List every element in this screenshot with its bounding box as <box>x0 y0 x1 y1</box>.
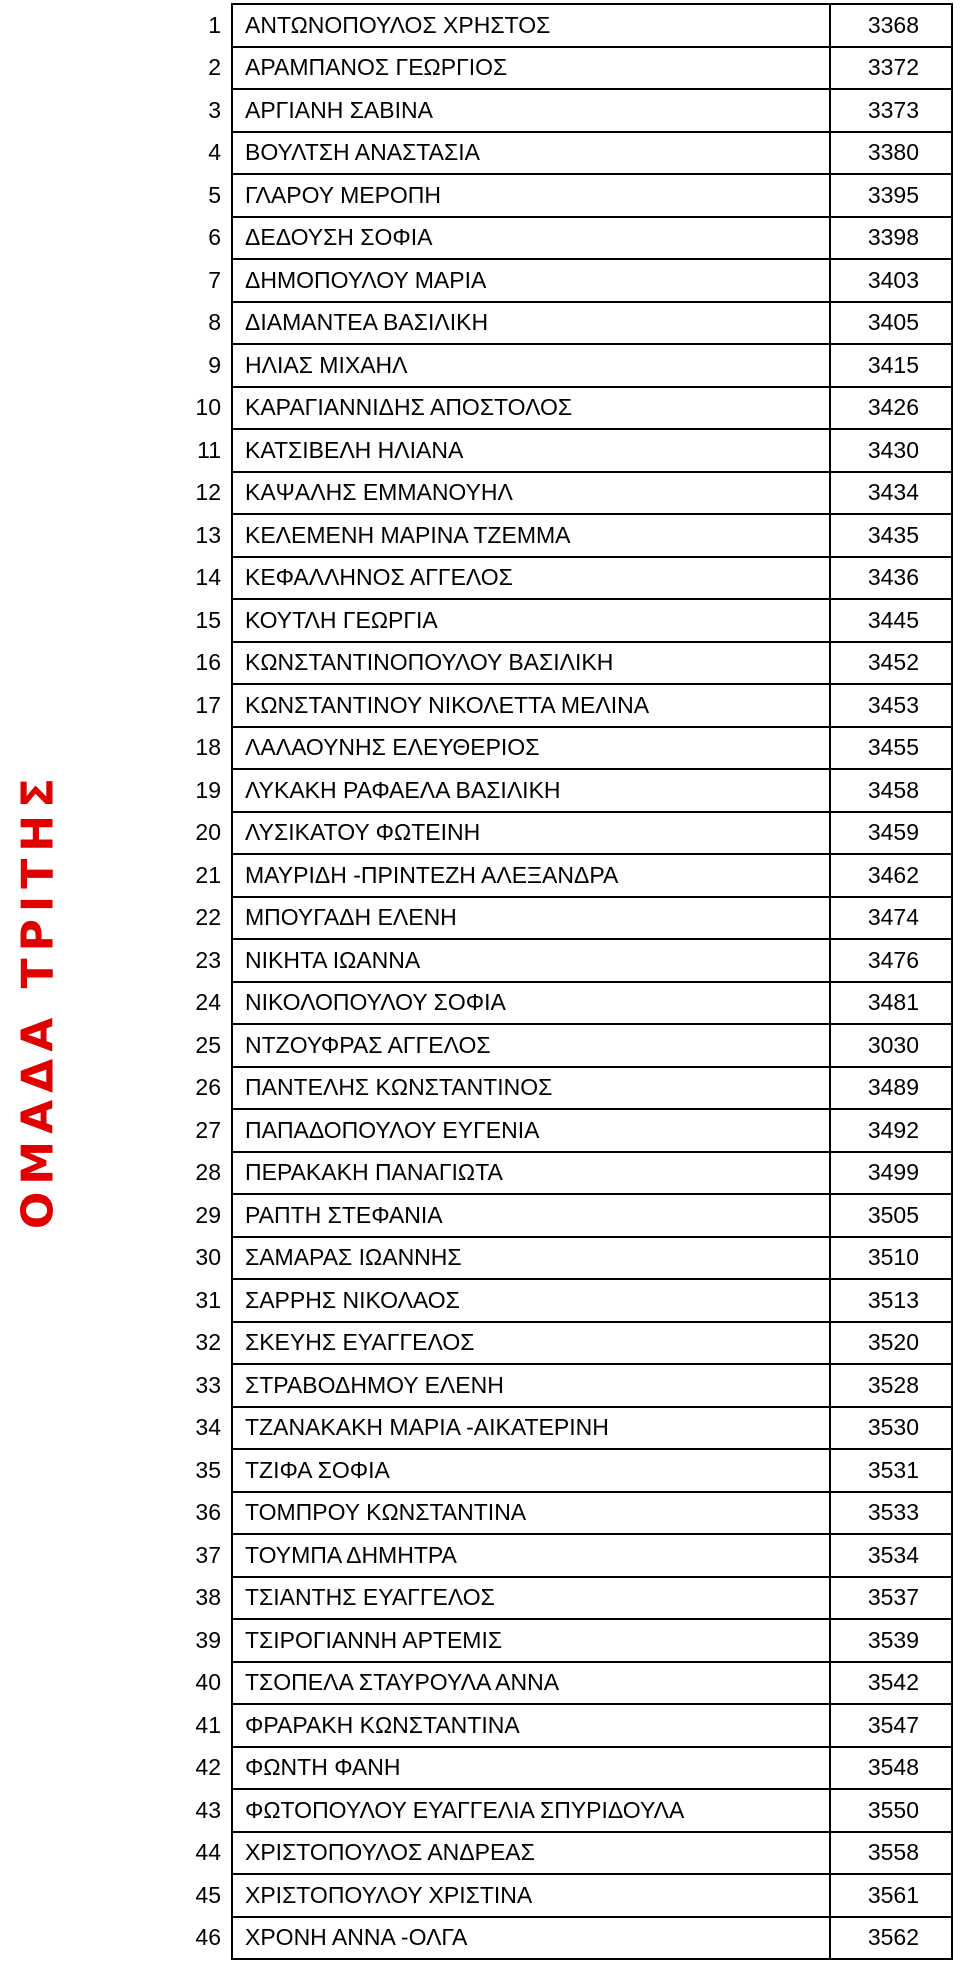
row-number: 26 <box>195 1074 221 1101</box>
row-number: 4 <box>208 139 221 166</box>
row-number: 20 <box>195 819 221 846</box>
student-name: ΚΕΛΕΜΕΝΗ ΜΑΡΙΝΑ ΤΖΕΜΜΑ <box>232 514 830 557</box>
table-row <box>180 4 952 47</box>
student-name: ΔΕΔΟΥΣΗ ΣΟΦΙΑ <box>232 217 830 260</box>
student-code: 3530 <box>830 1407 952 1450</box>
student-code: 3458 <box>830 769 952 812</box>
student-code: 3489 <box>830 1067 952 1110</box>
row-number: 25 <box>195 1031 221 1058</box>
student-code: 3558 <box>830 1832 952 1875</box>
student-name: ΦΡΑΡΑΚΗ ΚΩΝΣΤΑΝΤΙΝΑ <box>232 1704 830 1747</box>
student-name: ΛΑΛΑΟΥΝΗΣ ΕΛΕΥΘΕΡΙΟΣ <box>232 727 830 770</box>
table-row <box>180 1704 952 1747</box>
student-code: 3547 <box>830 1704 952 1747</box>
row-number: 28 <box>195 1159 221 1186</box>
student-code: 3436 <box>830 557 952 600</box>
table-row <box>180 132 952 175</box>
row-number: 33 <box>195 1371 221 1398</box>
row-number: 46 <box>195 1924 221 1951</box>
row-number: 38 <box>195 1584 221 1611</box>
student-name: ΜΑΥΡΙΔΗ -ΠΡΙΝΤΕΖΗ ΑΛΕΞΑΝΔΡΑ <box>232 854 830 897</box>
student-name: ΑΝΤΩΝΟΠΟΥΛΟΣ ΧΡΗΣΤΟΣ <box>232 4 830 47</box>
row-number: 1 <box>208 11 221 38</box>
table-row <box>180 1322 952 1365</box>
student-code: 3481 <box>830 982 952 1025</box>
row-number: 17 <box>195 691 221 718</box>
table-row <box>180 514 952 557</box>
student-code: 3434 <box>830 472 952 515</box>
student-name: ΦΩΤΟΠΟΥΛΟΥ ΕΥΑΓΓΕΛΙΑ ΣΠΥΡΙΔΟΥΛΑ <box>232 1789 830 1832</box>
row-number: 39 <box>195 1626 221 1653</box>
student-name: ΤΣΟΠΕΛΑ ΣΤΑΥΡΟΥΛΑ ΑΝΝΑ <box>232 1662 830 1705</box>
student-name: ΡΑΠΤΗ ΣΤΕΦΑΝΙΑ <box>232 1194 830 1237</box>
student-code: 3513 <box>830 1279 952 1322</box>
student-code: 3539 <box>830 1619 952 1662</box>
student-code: 3499 <box>830 1152 952 1195</box>
student-code: 3452 <box>830 642 952 685</box>
table-row <box>180 1917 952 1960</box>
row-number: 40 <box>195 1669 221 1696</box>
table-row <box>180 1619 952 1662</box>
row-number: 19 <box>195 776 221 803</box>
student-name: ΣΚΕΥΗΣ ΕΥΑΓΓΕΛΟΣ <box>232 1322 830 1365</box>
student-name: ΦΩΝΤΗ ΦΑΝΗ <box>232 1747 830 1790</box>
row-number: 18 <box>195 734 221 761</box>
table-row <box>180 1832 952 1875</box>
row-number: 14 <box>195 564 221 591</box>
student-name: ΚΑΨΑΛΗΣ ΕΜΜΑΝΟΥΗΛ <box>232 472 830 515</box>
student-name: ΤΣΙΡΟΓΙΑΝΝΗ ΑΡΤΕΜΙΣ <box>232 1619 830 1662</box>
row-number: 31 <box>195 1286 221 1313</box>
table-row <box>180 1662 952 1705</box>
student-code: 3542 <box>830 1662 952 1705</box>
student-name: ΤΖΙΦΑ ΣΟΦΙΑ <box>232 1449 830 1492</box>
student-code: 3435 <box>830 514 952 557</box>
table-row <box>180 1747 952 1790</box>
table-row <box>180 557 952 600</box>
student-name: ΣΑΡΡΗΣ ΝΙΚΟΛΑΟΣ <box>232 1279 830 1322</box>
table-row <box>180 387 952 430</box>
student-code: 3534 <box>830 1534 952 1577</box>
student-name: ΑΡΓΙΑΝΗ ΣΑΒΙΝΑ <box>232 89 830 132</box>
student-roster-table <box>180 3 953 1960</box>
student-name: ΚΩΝΣΤΑΝΤΙΝΟΥ ΝΙΚΟΛΕΤΤΑ ΜΕΛΙΝΑ <box>232 684 830 727</box>
student-name: ΧΡΟΝΗ ΑΝΝΑ -ΟΛΓΑ <box>232 1917 830 1960</box>
student-code: 3403 <box>830 259 952 302</box>
student-name: ΤΟΜΠΡΟΥ ΚΩΝΣΤΑΝΤΙΝΑ <box>232 1492 830 1535</box>
table-row <box>180 217 952 260</box>
table-row <box>180 259 952 302</box>
table-row <box>180 1577 952 1620</box>
student-name: ΛΥΣΙΚΑΤΟΥ ΦΩΤΕΙΝΗ <box>232 812 830 855</box>
row-number: 5 <box>208 181 221 208</box>
student-code: 3492 <box>830 1109 952 1152</box>
student-code: 3561 <box>830 1874 952 1917</box>
student-name: ΧΡΙΣΤΟΠΟΥΛΟΣ ΑΝΔΡΕΑΣ <box>232 1832 830 1875</box>
row-number: 24 <box>195 989 221 1016</box>
table-row <box>180 1024 952 1067</box>
table-row <box>180 1109 952 1152</box>
table-row <box>180 1279 952 1322</box>
table-row <box>180 1364 952 1407</box>
student-name: ΑΡΑΜΠΑΝΟΣ ΓΕΩΡΓΙΟΣ <box>232 47 830 90</box>
student-code: 3380 <box>830 132 952 175</box>
student-name: ΝΤΖΟΥΦΡΑΣ ΑΓΓΕΛΟΣ <box>232 1024 830 1067</box>
student-code: 3476 <box>830 939 952 982</box>
student-code: 3368 <box>830 4 952 47</box>
table-row <box>180 897 952 940</box>
student-code: 3373 <box>830 89 952 132</box>
student-name: ΔΗΜΟΠΟΥΛΟΥ ΜΑΡΙΑ <box>232 259 830 302</box>
row-number: 29 <box>195 1201 221 1228</box>
student-code: 3398 <box>830 217 952 260</box>
student-name: ΚΩΝΣΤΑΝΤΙΝΟΠΟΥΛΟΥ ΒΑΣΙΛΙΚΗ <box>232 642 830 685</box>
student-code: 3455 <box>830 727 952 770</box>
student-code: 3550 <box>830 1789 952 1832</box>
row-number: 10 <box>195 394 221 421</box>
table-row <box>180 854 952 897</box>
row-number: 16 <box>195 649 221 676</box>
table-row <box>180 684 952 727</box>
student-name: ΠΕΡΑΚΑΚΗ ΠΑΝΑΓΙΩΤΑ <box>232 1152 830 1195</box>
student-code: 3537 <box>830 1577 952 1620</box>
student-code: 3474 <box>830 897 952 940</box>
table-row <box>180 1067 952 1110</box>
student-code: 3459 <box>830 812 952 855</box>
student-name: ΧΡΙΣΤΟΠΟΥΛΟΥ ΧΡΙΣΤΙΝΑ <box>232 1874 830 1917</box>
student-code: 3445 <box>830 599 952 642</box>
student-code: 3562 <box>830 1917 952 1960</box>
table-row <box>180 642 952 685</box>
student-name: ΚΟΥΤΛΗ ΓΕΩΡΓΙΑ <box>232 599 830 642</box>
row-number: 6 <box>208 224 221 251</box>
row-number: 43 <box>195 1796 221 1823</box>
table-row <box>180 89 952 132</box>
student-code: 3531 <box>830 1449 952 1492</box>
table-row <box>180 174 952 217</box>
student-name: ΒΟΥΛΤΣΗ ΑΝΑΣΤΑΣΙΑ <box>232 132 830 175</box>
table-row <box>180 812 952 855</box>
table-row <box>180 429 952 472</box>
student-code: 3533 <box>830 1492 952 1535</box>
row-number: 8 <box>208 309 221 336</box>
row-number: 2 <box>208 54 221 81</box>
row-number: 42 <box>195 1754 221 1781</box>
student-code: 3395 <box>830 174 952 217</box>
table-row <box>180 344 952 387</box>
table-row <box>180 1874 952 1917</box>
row-number: 27 <box>195 1116 221 1143</box>
student-name: ΣΑΜΑΡΑΣ ΙΩΑΝΝΗΣ <box>232 1237 830 1280</box>
row-number: 7 <box>208 266 221 293</box>
row-number: 23 <box>195 946 221 973</box>
student-name: ΜΠΟΥΓΑΔΗ ΕΛΕΝΗ <box>232 897 830 940</box>
student-name: ΠΑΝΤΕΛΗΣ ΚΩΝΣΤΑΝΤΙΝΟΣ <box>232 1067 830 1110</box>
student-code: 3505 <box>830 1194 952 1237</box>
table-row <box>180 769 952 812</box>
student-code: 3372 <box>830 47 952 90</box>
table-row <box>180 1449 952 1492</box>
table-row <box>180 302 952 345</box>
student-name: ΚΑΡΑΓΙΑΝΝΙΔΗΣ ΑΠΟΣΤΟΛΟΣ <box>232 387 830 430</box>
table-row <box>180 982 952 1025</box>
table-row <box>180 1789 952 1832</box>
row-number: 35 <box>195 1456 221 1483</box>
row-number: 44 <box>195 1839 221 1866</box>
row-number: 3 <box>208 96 221 123</box>
row-number: 13 <box>195 521 221 548</box>
table-row <box>180 1194 952 1237</box>
student-code: 3520 <box>830 1322 952 1365</box>
student-name: ΤΖΑΝΑΚΑΚΗ ΜΑΡΙΑ -ΑΙΚΑΤΕΡΙΝΗ <box>232 1407 830 1450</box>
table-row <box>180 727 952 770</box>
row-number: 41 <box>195 1711 221 1738</box>
row-number: 22 <box>195 904 221 931</box>
student-code: 3430 <box>830 429 952 472</box>
row-number: 21 <box>195 861 221 888</box>
student-name: ΠΑΠΑΔΟΠΟΥΛΟΥ ΕΥΓΕΝΙΑ <box>232 1109 830 1152</box>
student-name: ΓΛΑΡΟΥ ΜΕΡΟΠΗ <box>232 174 830 217</box>
table-row <box>180 939 952 982</box>
table-row <box>180 1534 952 1577</box>
row-number: 12 <box>195 479 221 506</box>
table-row <box>180 599 952 642</box>
student-code: 3405 <box>830 302 952 345</box>
student-code: 3426 <box>830 387 952 430</box>
row-number: 30 <box>195 1244 221 1271</box>
student-name: ΤΣΙΑΝΤΗΣ ΕΥΑΓΓΕΛΟΣ <box>232 1577 830 1620</box>
student-code: 3462 <box>830 854 952 897</box>
row-number: 34 <box>195 1414 221 1441</box>
group-title: ΟΜΑΔΑ ΤΡΙΤΗΣ <box>12 770 64 1230</box>
row-number: 37 <box>195 1541 221 1568</box>
roster-body <box>180 4 952 1959</box>
student-code: 3548 <box>830 1747 952 1790</box>
student-name: ΤΟΥΜΠΑ ΔΗΜΗΤΡΑ <box>232 1534 830 1577</box>
student-name: ΔΙΑΜΑΝΤΕΑ ΒΑΣΙΛΙΚΗ <box>232 302 830 345</box>
student-name: ΗΛΙΑΣ ΜΙΧΑΗΛ <box>232 344 830 387</box>
student-name: ΝΙΚΗΤΑ ΙΩΑΝΝΑ <box>232 939 830 982</box>
student-name: ΣΤΡΑΒΟΔΗΜΟΥ ΕΛΕΝΗ <box>232 1364 830 1407</box>
row-number: 11 <box>197 436 221 463</box>
student-name: ΚΕΦΑΛΛΗΝΟΣ ΑΓΓΕΛΟΣ <box>232 557 830 600</box>
table-row <box>180 1492 952 1535</box>
student-name: ΛΥΚΑΚΗ ΡΑΦΑΕΛΑ ΒΑΣΙΛΙΚΗ <box>232 769 830 812</box>
table-row <box>180 47 952 90</box>
student-name: ΝΙΚΟΛΟΠΟΥΛΟΥ ΣΟΦΙΑ <box>232 982 830 1025</box>
row-number: 15 <box>195 606 221 633</box>
row-number: 36 <box>195 1499 221 1526</box>
table-row <box>180 1237 952 1280</box>
student-code: 3453 <box>830 684 952 727</box>
student-code: 3030 <box>830 1024 952 1067</box>
row-number: 32 <box>195 1329 221 1356</box>
student-code: 3510 <box>830 1237 952 1280</box>
table-row <box>180 1152 952 1195</box>
student-name: ΚΑΤΣΙΒΕΛΗ ΗΛΙΑΝΑ <box>232 429 830 472</box>
table-row <box>180 1407 952 1450</box>
student-code: 3415 <box>830 344 952 387</box>
row-number: 45 <box>195 1881 221 1908</box>
row-number: 9 <box>208 351 221 378</box>
table-row <box>180 472 952 515</box>
student-code: 3528 <box>830 1364 952 1407</box>
